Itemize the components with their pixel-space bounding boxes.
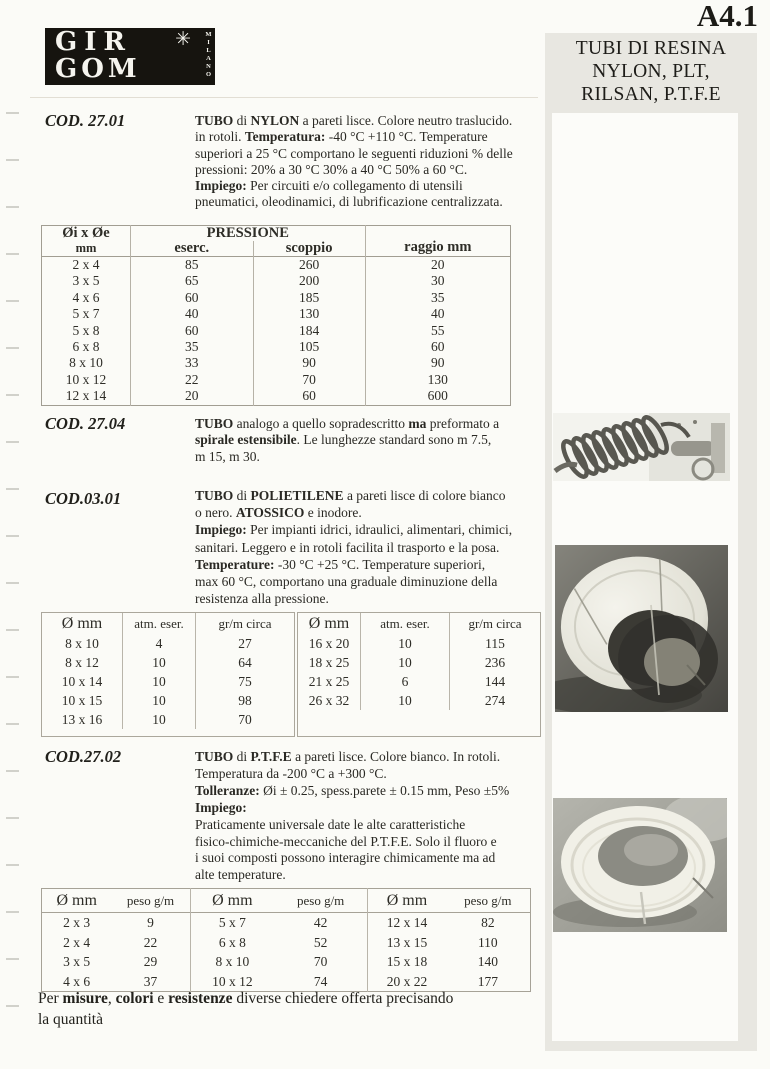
pe-table-right-body [298, 634, 540, 710]
ptfe-table-body [42, 913, 531, 992]
table-row [42, 306, 511, 322]
nylon-pressure-table [41, 225, 511, 406]
table-cell: 4 [123, 634, 196, 653]
col-diameter: Ø mm [61, 615, 103, 632]
table-cell: 10 x 12 [65, 371, 107, 387]
table-cell: 85 [130, 257, 253, 274]
table-cell: 10 [123, 710, 196, 729]
table-cell: 10 [123, 691, 196, 710]
table-cell: 144 [450, 672, 541, 691]
table-row [42, 323, 511, 339]
section-code-27-04: COD. 27.04 [45, 414, 126, 433]
table-cell: 90 [365, 355, 510, 371]
title-line-3: RILSAN, P.T.F.E [581, 84, 721, 105]
col-atm: atm. eser. [361, 613, 450, 634]
table-row [42, 388, 511, 405]
table-cell: 10 x 14 [61, 674, 103, 689]
table-cell: 21 x 25 [308, 674, 350, 689]
col-diameter: Ø mm [190, 889, 274, 913]
table-row [42, 372, 511, 388]
table-cell: 115 [450, 634, 541, 653]
table-cell: 22 [143, 934, 158, 950]
table-cell: 12 x 14 [368, 913, 446, 933]
col-diameter: Ø mm [368, 889, 446, 913]
table-row [298, 653, 540, 672]
col-eserc: eserc. [130, 241, 253, 257]
table-cell: 22 [130, 372, 253, 388]
table-cell: 20 x 22 [368, 972, 446, 992]
table-cell: 3 x 5 [63, 954, 91, 969]
table-cell: 5 x 8 [72, 322, 100, 338]
table-cell: 20 [365, 257, 510, 274]
table-cell: 65 [130, 273, 253, 289]
col-scoppio: scoppio [253, 241, 365, 257]
pe-table-left-body [42, 634, 294, 729]
col-pressione: PRESSIONE [130, 226, 365, 242]
table-cell: 8 x 10 [69, 355, 103, 371]
table-row [42, 913, 531, 933]
table-cell: 4 x 6 [72, 289, 100, 305]
table-cell: 74 [313, 973, 328, 989]
table-row [42, 339, 511, 355]
photo-coil-white [553, 798, 727, 932]
col-atm: atm. eser. [123, 613, 196, 634]
table-cell: 10 [361, 691, 450, 710]
table-row [42, 952, 531, 972]
table-cell: 33 [130, 355, 253, 371]
col-peso: peso g/m [126, 893, 175, 908]
table-cell: 13 x 16 [61, 712, 103, 727]
table-cell: 90 [253, 355, 365, 371]
table-cell: 130 [253, 306, 365, 322]
col-grm: gr/m circa [196, 613, 295, 634]
table-cell: 15 x 18 [368, 952, 446, 972]
table-row [42, 355, 511, 371]
table-cell: 2 x 4 [63, 934, 91, 950]
table-cell: 260 [253, 257, 365, 274]
table-cell: 75 [196, 672, 295, 691]
table-cell: 274 [450, 691, 541, 710]
table-cell: 55 [365, 323, 510, 339]
table-cell: 8 x 10 [190, 952, 274, 972]
table-cell: 35 [365, 290, 510, 306]
table-cell: 40 [365, 306, 510, 322]
scan-tick-marks [6, 112, 19, 1042]
table-cell: 177 [477, 973, 498, 989]
table-cell: 16 x 20 [308, 636, 350, 651]
table-row [298, 672, 540, 691]
table-row [42, 710, 294, 729]
table-row [42, 691, 294, 710]
table-row [298, 634, 540, 653]
table-row [42, 672, 294, 691]
table-cell: 37 [143, 973, 158, 989]
title-line-1: TUBI DI RESINA [575, 38, 727, 59]
section-code-03-01: COD.03.01 [45, 489, 122, 508]
table-cell: 30 [365, 273, 510, 289]
table-cell: 60 [365, 339, 510, 355]
table-cell: 2 x 4 [72, 257, 100, 272]
girgom-logo [45, 28, 215, 85]
section-code-27-01: COD. 27.01 [45, 111, 126, 130]
table-row [42, 653, 294, 672]
section-desc-27-02: TUBO di P.T.F.E a pareti lisce. Colore bianco. In rotoli. Temperatura da -200 °C a +300 °C. Tolleranze: Øi ± 0.25, spess.parete ± 0.15 mm, Peso ±5% Impiego: Praticamente universale date le alte caratteristiche fisico-chimiche-meccaniche del P.T.F.E. Solo il fluoro e i suoi composti possono interagire chimicamente ma ad alte temperature. [195, 749, 510, 883]
photo-spiral-tube [553, 413, 730, 481]
table-cell: 2 x 3 [63, 915, 91, 930]
pe-table [41, 612, 541, 737]
table-cell: 8 x 10 [65, 636, 99, 651]
table-row [42, 273, 511, 289]
table-cell: 64 [196, 653, 295, 672]
photo-coil-dark [555, 545, 728, 712]
table-cell: 600 [365, 388, 510, 405]
table-cell: 26 x 32 [308, 693, 350, 708]
table-row [298, 691, 540, 710]
table-row [42, 290, 511, 306]
table-cell: 18 x 25 [308, 655, 350, 670]
table-cell: 200 [253, 273, 365, 289]
table-row [42, 933, 531, 953]
table-cell: 60 [130, 323, 253, 339]
table-cell: 60 [253, 388, 365, 405]
col-diameter: Ø mm [308, 615, 350, 632]
logo-city: MILANO [205, 31, 212, 79]
table-cell: 29 [143, 954, 158, 969]
footer-note: Per misure, colori e resistenze diverse chiedere offerta precisando la quantità [38, 990, 454, 1028]
section-desc-03-01: TUBO di POLIETILENE a pareti lisce di colore bianco o nero. ATOSSICO e inodore. Impiego: Per impianti idrici, idraulici, alimentari, chimici, sanitari. Leggero e in rotoli facilita il trasporto e la posa. Temperature: -30 °C +25 °C. Temperature superiori, max 60 °C, comportano una graduale diminuzione della resistenza alla pressione. [195, 488, 513, 607]
table-cell: 6 x 8 [190, 933, 274, 953]
page-title [545, 37, 757, 106]
ptfe-table-header [42, 889, 531, 913]
table-cell: 20 [130, 388, 253, 405]
ptfe-table [41, 888, 531, 992]
table-cell: 5 x 7 [190, 913, 274, 933]
nylon-table-body [42, 257, 511, 406]
table-cell: 13 x 15 [368, 933, 446, 953]
table-cell: 40 [130, 306, 253, 322]
table-cell: 105 [253, 339, 365, 355]
logo-line2: GOM [55, 54, 141, 84]
star-icon: ✳ [175, 29, 191, 50]
col-raggio: raggio mm [365, 226, 510, 257]
title-line-2: NYLON, PLT, [592, 61, 710, 82]
col-peso: peso g/m [464, 893, 512, 908]
table-cell: 82 [481, 915, 495, 930]
table-cell: 130 [365, 372, 510, 388]
table-cell: 70 [253, 372, 365, 388]
table-cell: 98 [196, 691, 295, 710]
table-cell: 9 [147, 915, 154, 930]
table-cell: 3 x 5 [72, 273, 100, 289]
section-desc-27-04: TUBO analogo a quello sopradescritto ma preformato a spirale estensibile. Le lunghezze standard sono m 7.5, m 15, m 30. [195, 416, 500, 464]
pe-table-left-group [41, 612, 295, 737]
table-cell: 10 [123, 653, 196, 672]
table-cell: 10 [361, 653, 450, 672]
table-cell: 12 x 14 [65, 388, 107, 404]
table-cell: 5 x 7 [72, 306, 100, 322]
table-row [42, 634, 294, 653]
table-cell: 110 [477, 934, 498, 950]
table-cell: 52 [313, 934, 328, 950]
pe-table-right-group [297, 612, 541, 737]
table-cell: 8 x 12 [65, 655, 99, 670]
col-grm: gr/m circa [450, 613, 541, 634]
section-code-27-02: COD.27.02 [45, 747, 122, 766]
col-peso: peso g/m [296, 893, 345, 908]
table-cell: 140 [477, 954, 498, 969]
table-cell: 6 x 8 [72, 339, 100, 355]
table-cell: 27 [196, 634, 295, 653]
table-cell: 236 [450, 653, 541, 672]
table-cell: 10 x 15 [61, 693, 103, 708]
table-cell: 60 [130, 290, 253, 306]
table-cell: 42 [313, 915, 328, 930]
table-row [42, 257, 511, 274]
page-code: A4.1 [696, 0, 758, 33]
table-cell: 4 x 6 [63, 973, 91, 989]
table-cell: 184 [253, 323, 365, 339]
table-cell: 10 x 12 [190, 972, 274, 992]
section-desc-27-01: TUBO di NYLON a pareti lisce. Colore neutro traslucido. in rotoli. Temperatura: -40 °C +110 °C. Temperature superiori a 25 °C comportano le seguenti riduzioni % delle pressioni: 20% a 30 °C 30% a 40 °C 50% a 60 °C. Impiego: Per circuiti e/o collegamento di utensili pneumatici, oleodinamici, di lubrificazione centralizzata. [195, 113, 513, 210]
nylon-table-header [42, 226, 511, 257]
table-cell: 185 [253, 290, 365, 306]
col-diameter: Ø mm [56, 892, 97, 909]
table-cell: 10 [361, 634, 450, 653]
logo-line1: GIR [55, 27, 132, 57]
table-cell: 10 [123, 672, 196, 691]
table-cell: 35 [130, 339, 253, 355]
table-cell: 70 [313, 954, 328, 969]
table-cell: 70 [196, 710, 295, 729]
col-diameters: Øi x Øe mm [62, 225, 110, 255]
header-divider [30, 97, 538, 98]
table-cell: 6 [361, 672, 450, 691]
